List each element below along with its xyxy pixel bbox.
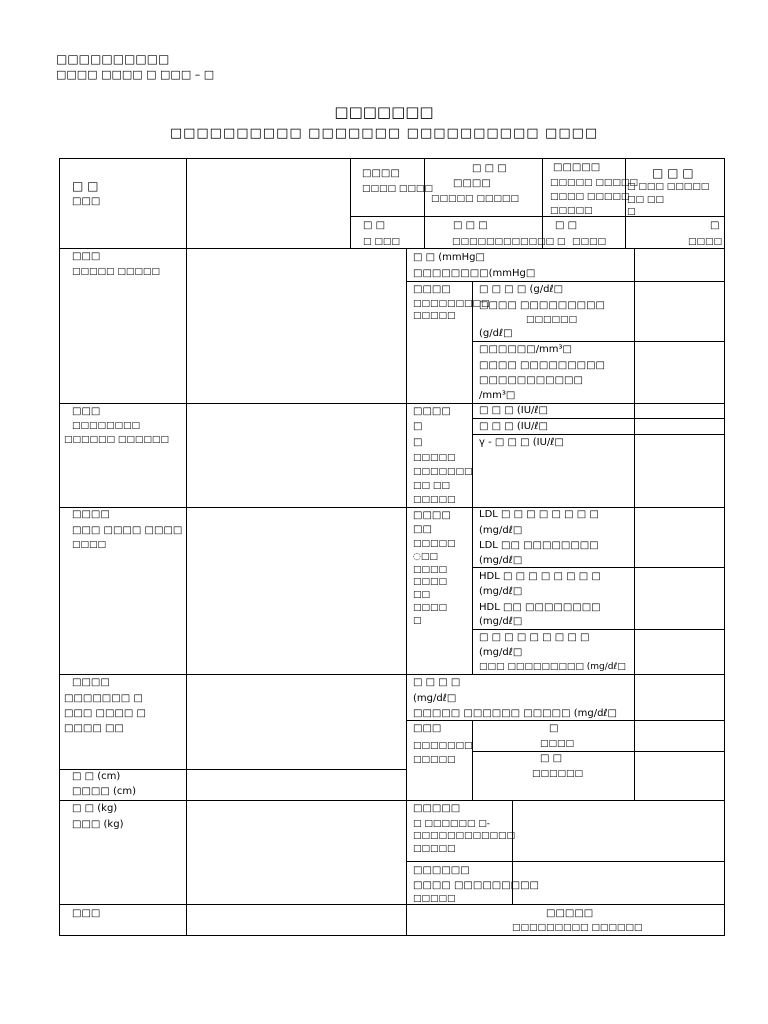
top-c4-l4: □ xyxy=(627,207,636,217)
glu-field[interactable] xyxy=(635,675,724,720)
r2-c1a: □ □ xyxy=(363,220,386,231)
ecg-field[interactable] xyxy=(513,801,724,861)
tg-l3: □□□ □□□□□□□□□ (mg/dℓ□ xyxy=(479,662,626,672)
hdl-l3: HDL □□ □□□□□□□□ xyxy=(479,602,601,613)
r2-c2a: □ □ □ xyxy=(453,220,488,231)
s1-field[interactable] xyxy=(187,249,406,403)
liver-l7: □□□□□ xyxy=(413,495,456,505)
s3-title: □□□□ xyxy=(72,509,110,520)
hdl-l1: HDL □ □ □ □ □ □ □ □ xyxy=(479,571,601,582)
ggt-field[interactable] xyxy=(635,435,724,507)
page-subtitle: □□□□□□□□□□ □□□□□□□ □□□□□□□□□□ □□□□ xyxy=(169,126,599,141)
rbc-l4: /mm³□ xyxy=(479,390,516,401)
other-l2: □□□□ □□□□□□□□□ xyxy=(413,880,540,891)
r2-c1b: □ □□□ xyxy=(363,237,400,247)
s1-sub: □□□□□ □□□□□ xyxy=(72,267,160,277)
lipid-l7: □□ xyxy=(413,590,431,600)
r2-c4a: □ xyxy=(710,220,720,231)
hb-l1: □ □ □ □ (g/dℓ□ xyxy=(479,284,564,295)
s7-field[interactable] xyxy=(187,905,406,935)
hdl-l2: (mg/dℓ□ xyxy=(479,586,523,597)
height-field[interactable] xyxy=(187,770,406,800)
r2-c4b: □□□□ xyxy=(688,237,723,247)
s4-field[interactable] xyxy=(187,675,406,769)
top-c4-l2: □ □□□ □□□□□ xyxy=(627,182,710,192)
height-sublabel: □□□□ (cm) xyxy=(72,786,137,797)
top-c2-l3: □□□□□ □□□□□ xyxy=(431,194,519,204)
r2-c3a: □ □ xyxy=(555,220,578,231)
ecg-l3: □□□□□□□□□□□□ xyxy=(413,831,516,841)
rbc-l3: □□□□□□□□□□□ xyxy=(479,375,583,386)
top-c4-l1: □ □ □ xyxy=(652,166,694,180)
weight-sublabel: □□□ (kg) xyxy=(72,819,124,830)
glu-l2: (mg/dℓ□ xyxy=(413,693,457,704)
s4-line2: □□□ □□□□ □ xyxy=(64,708,146,719)
name-field[interactable] xyxy=(187,159,350,248)
lipid-l3: □□□□□ xyxy=(413,539,456,549)
urine-b1: □ □ xyxy=(540,753,563,764)
s3-sub2: □□□□ xyxy=(72,540,107,550)
blood-group-l3: □□□□□ xyxy=(413,311,456,321)
ecg-l4: □□□□□ xyxy=(413,844,456,854)
urine-b2: □□□□□□ xyxy=(532,769,584,779)
other-l3: □□□□□ xyxy=(413,894,456,904)
s2-sub1: □□□□□□□□ xyxy=(72,421,141,431)
weight-field[interactable] xyxy=(187,801,406,904)
tg-l2: (mg/dℓ□ xyxy=(479,647,523,658)
top-c1-l2: □□□□ □□□□ xyxy=(362,184,433,194)
lipid-l4: ◌□□ xyxy=(413,552,438,562)
urine-l3: □□□□□ xyxy=(413,755,456,765)
s7-title: □□□ xyxy=(72,908,101,919)
liver-l4: □□□□□ xyxy=(413,453,456,463)
s2-field[interactable] xyxy=(187,404,406,507)
ecg-l1: □□□□□ xyxy=(413,803,461,814)
tg-field[interactable] xyxy=(635,630,724,674)
glu-l1: □ □ □ □ xyxy=(413,677,461,688)
s3-sub1: □□□ □□□□ □□□□ xyxy=(72,525,183,536)
liver-l3: □ xyxy=(413,437,423,448)
header-line1: □□□□□□□□□□ xyxy=(56,52,170,66)
ggt-label: γ - □ □ □ (IU/ℓ□ xyxy=(479,437,564,448)
hdl-field[interactable] xyxy=(635,568,724,629)
blood-group-l2: □□□□□□□□□ xyxy=(413,299,490,309)
urine-l1: □□□ xyxy=(413,723,442,734)
other-l1: □□□□□□ xyxy=(413,865,470,876)
s4-line3: □□□□ □□ xyxy=(64,723,124,734)
r2-c3b: □□□□ xyxy=(572,237,607,247)
ldl-l2: (mg/dℓ□ xyxy=(479,525,523,536)
got-label: □ □ □ (IU/ℓ□ xyxy=(479,405,548,416)
top-c4-l3: □□ □□ xyxy=(627,195,664,205)
header-line2: □□□□ □□□□ □ □□□ – □ xyxy=(56,68,215,81)
s3-field[interactable] xyxy=(187,508,406,674)
r2-c2b: □□□□□□□□□□□□ □ xyxy=(452,237,566,247)
s1-title: □□□ xyxy=(72,251,101,262)
name-label: □ □ xyxy=(72,179,99,193)
lipid-l6: □□□□ xyxy=(413,577,448,587)
ecg-l2: □ □□□□□□ □- xyxy=(413,819,490,829)
top-c3-l1: □□□□□ xyxy=(553,162,601,173)
rbc-l2: □□□□ □□□□□□□□□ xyxy=(479,360,606,371)
gpt-field[interactable] xyxy=(635,419,724,434)
ldl-l3: LDL □□ □□□□□□□□ xyxy=(479,540,599,551)
height-label: □ □ (cm) xyxy=(72,771,121,782)
ldl-l1: LDL □ □ □ □ □ □ □ □ xyxy=(479,509,599,520)
hb-l3: □□□□□□ xyxy=(526,315,578,325)
bp-field[interactable] xyxy=(635,249,724,281)
liver-l6: □□ □□ xyxy=(413,481,450,491)
top-c3-l3: □□□□ □□□□□ xyxy=(550,192,630,202)
tg-l1: □ □ □ □ □ □ □ □ □ xyxy=(479,632,590,643)
rbc-l1: □□□□□□/mm³□ xyxy=(479,344,572,355)
hb-field[interactable] xyxy=(635,282,724,341)
rbc-field[interactable] xyxy=(635,342,724,403)
top-c1-l1: □□□□ xyxy=(362,168,400,179)
bp-line1: □ □ (mmHg□ xyxy=(413,252,485,263)
s2-sub2: □□□□□□ □□□□□□ xyxy=(64,435,169,445)
hb-l2: □□□□ □□□□□□□□□ xyxy=(479,300,606,311)
urine-a2: □□□□ xyxy=(540,739,575,749)
other-field[interactable] xyxy=(513,862,724,904)
urine-a-field[interactable] xyxy=(635,721,724,751)
got-field[interactable] xyxy=(635,404,724,418)
top-c3-l2: □□□□□ □□□□□ xyxy=(550,178,638,188)
liver-l1: □□□□ xyxy=(413,406,451,417)
doctor-l2: □□□□□□□□□ □□□□□□ xyxy=(512,923,643,933)
bp-line2: □□□□□□□□(mmHg□ xyxy=(413,268,536,279)
doctor-l1: □□□□□ xyxy=(546,908,594,919)
lipid-l5: □□□□ xyxy=(413,565,448,575)
ldl-l4: (mg/dℓ□ xyxy=(479,555,523,566)
top-c3-l4: □□□□□ xyxy=(550,206,593,216)
top-c2-l2: □□□□ xyxy=(453,178,491,189)
top-c2-l1: □ □ □ xyxy=(472,163,507,174)
lipid-l2: □□ xyxy=(413,524,432,535)
urine-a1: □ xyxy=(549,723,559,734)
lipid-l9: □ xyxy=(413,616,422,626)
s2-title: □□□ xyxy=(72,406,101,417)
hb-l4: (g/dℓ□ xyxy=(479,328,513,339)
urine-b-field[interactable] xyxy=(635,752,724,800)
gpt-label: □ □ □ (IU/ℓ□ xyxy=(479,421,548,432)
glu-l3: □□□□□ □□□□□□ □□□□□ (mg/dℓ□ xyxy=(413,708,617,719)
hdl-l4: (mg/dℓ□ xyxy=(479,616,523,627)
weight-label: □ □ (kg) xyxy=(72,803,118,814)
liver-l2: □ xyxy=(413,421,423,432)
lipid-l8: □□□□ xyxy=(413,603,448,613)
liver-l5: □□□□□□□ xyxy=(413,467,473,477)
urine-l2: □□□□□□□ xyxy=(413,741,473,751)
lipid-l1: □□□□ xyxy=(413,510,451,521)
page-title: □□□□□□□ xyxy=(334,103,434,121)
blood-group-l1: □□□□ xyxy=(413,284,451,295)
s4-line1: □□□□□□□ □ xyxy=(64,693,143,704)
s4-title: □□□□ xyxy=(72,677,110,688)
name-sublabel: □□□ xyxy=(72,196,101,207)
ldl-field[interactable] xyxy=(635,508,724,567)
